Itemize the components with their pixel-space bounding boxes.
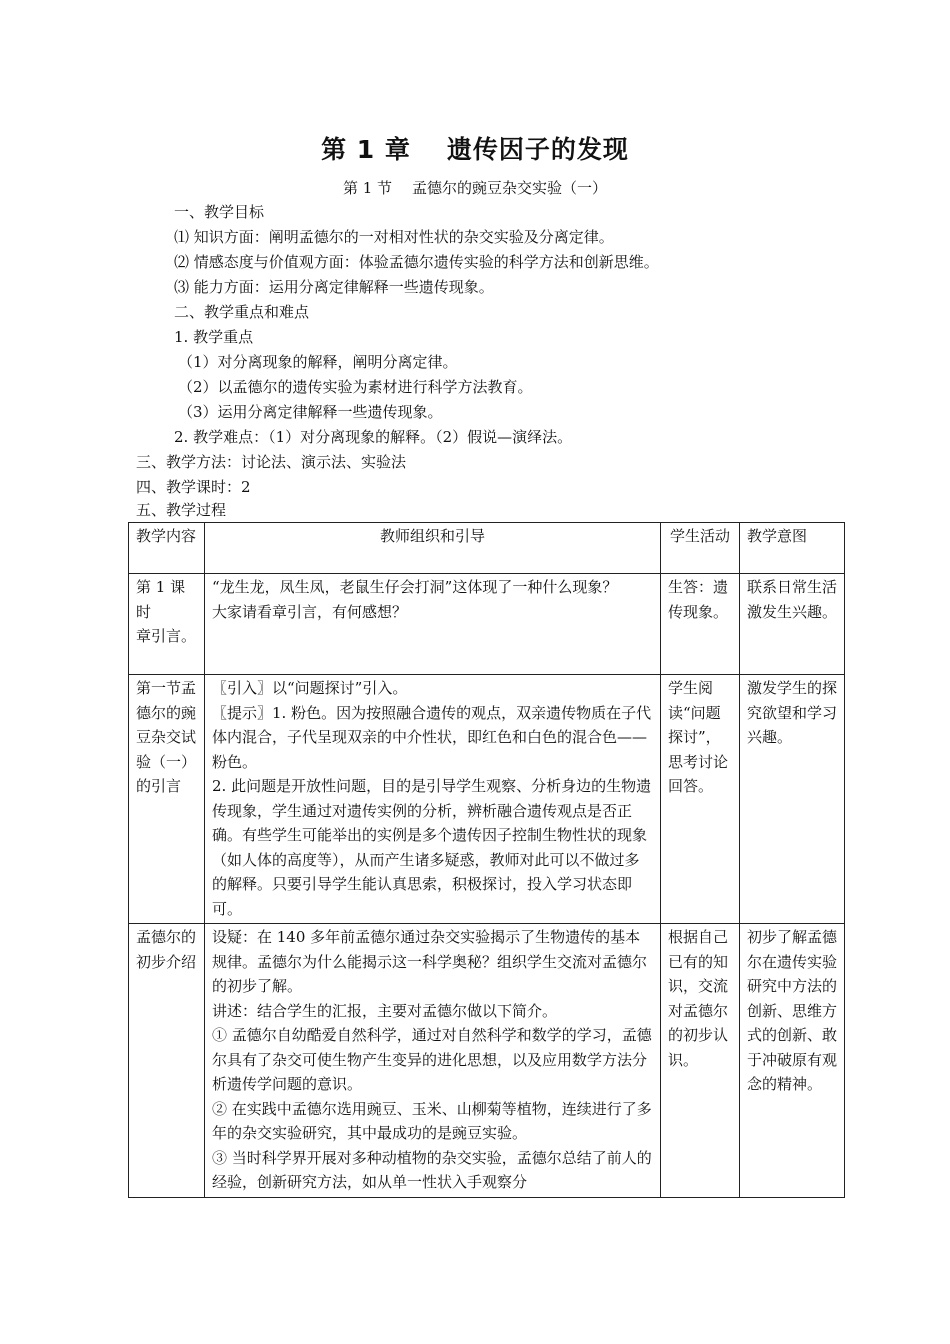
- table-row: [129, 675, 845, 924]
- row-intent-cell: 初步了解孟德尔在遗传实验研究中方法的创新、思维方式的创新、敢于冲破原有观念的精神。: [740, 924, 845, 1198]
- cell-line: 孟德尔的初步介绍: [136, 928, 197, 971]
- chapter-title: [0, 134, 950, 166]
- heading-teaching-goals: 一、教学目标: [174, 203, 265, 221]
- section-name: 孟德尔的豌豆杂交实验（一）: [412, 179, 608, 197]
- goal-attitude: ⑵ 情感态度与价值观方面：体验孟德尔遗传实验的科学方法和创新思维。: [174, 253, 659, 271]
- chapter-name: 遗传因子的发现: [446, 135, 629, 164]
- key-point-1: （1）对分离现象的解释，阐明分离定律。: [178, 353, 458, 371]
- cell-paragraph: 2. 此问题是开放性问题，目的是引导学生观察、分析身边的生物遗传现象，学生通过对遗传实例的分析，辨析融合遗传观点是否正确。有些学生可能举出的实例是多个遗传因子控制生物性状的现象（如人体的高度等），从而产生诸多疑惑，教师对此可以不做过多的解释。只要引导学生能认真思索，积极探讨，投入学习状态即可。: [212, 777, 652, 918]
- row-student-cell: 生答：遗传现象。: [661, 574, 740, 675]
- heading-key-points: 二、教学重点和难点: [174, 303, 310, 321]
- cell-paragraph: 〖提示〗1. 粉色。因为按照融合遗传的观点，双亲遗传物质在子代体内混合，子代呈现双亲的中介性状，即红色和白色的混合色——粉色。: [212, 703, 652, 771]
- row-student-cell: 学生阅读“问题探讨”，思考讨论回答。: [661, 675, 740, 924]
- chapter-number: 第 1 章: [321, 135, 411, 164]
- cell-paragraph: ① 孟德尔自幼酷爱自然科学，通过对自然科学和数学的学习，孟德尔具有了杂交可使生物产生变异的进化思想，以及应用数学方法分析遗传学问题的意识。: [212, 1026, 652, 1093]
- cell-paragraph: ② 在实践中孟德尔选用豌豆、玉米、山柳菊等植物，连续进行了多年的杂交实验研究，其中最成功的是豌豆实验。: [212, 1099, 652, 1142]
- table-row: [129, 924, 845, 1198]
- row-teacher-cell: [205, 675, 661, 924]
- goal-knowledge: ⑴ 知识方面：阐明孟德尔的一对相对性状的杂交实验及分离定律。: [174, 228, 614, 246]
- row-intent-cell: 激发学生的探究欲望和学习兴趣。: [740, 675, 845, 924]
- cell-line: 章引言。: [136, 627, 197, 645]
- row-intent-cell: 联系日常生活激发生兴趣。: [740, 574, 845, 675]
- key-point-3: （3）运用分离定律解释一些遗传现象。: [178, 403, 443, 421]
- heading-teaching-process: 五、教学过程: [136, 501, 227, 519]
- table-header-row: [129, 523, 845, 574]
- cell-paragraph: 讲述：结合学生的汇报，主要对孟德尔做以下简介。: [212, 1001, 558, 1020]
- cell-paragraph: 设疑：在 140 多年前孟德尔通过杂交实验揭示了生物遗传的基本规律。孟德尔为什么能揭示这一科学奥秘？组织学生交流对孟德尔的初步了解。: [212, 928, 648, 995]
- table-row: [129, 574, 845, 675]
- teaching-process-table: [128, 522, 845, 1198]
- row-teacher-cell: [205, 574, 661, 675]
- teaching-methods: 三、教学方法：讨论法、演示法、实验法: [136, 453, 407, 471]
- key-point-2: （2）以孟德尔的遗传实验为素材进行科学方法教育。: [178, 378, 533, 396]
- section-title: [0, 178, 950, 198]
- header-intent: 教学意图: [740, 523, 845, 574]
- cell-paragraph: 〖引入〗以“问题探讨”引入。: [212, 679, 408, 697]
- header-student: 学生活动: [661, 523, 740, 574]
- difficulties: 2. 教学难点：（1）对分离现象的解释。（2）假说—演绎法。: [174, 428, 573, 446]
- teaching-hours: 四、教学课时：2: [136, 478, 251, 496]
- header-teacher: 教师组织和引导: [205, 523, 661, 574]
- goal-ability: ⑶ 能力方面：运用分离定律解释一些遗传现象。: [174, 278, 494, 296]
- header-content: 教学内容: [129, 523, 205, 574]
- cell-paragraph: “龙生龙，凤生凤，老鼠生仔会打洞”这体现了一种什么现象？: [212, 578, 618, 596]
- row-content-cell: [129, 924, 205, 1198]
- row-teacher-cell: [205, 924, 661, 1198]
- key-points-label: 1. 教学重点: [174, 328, 254, 346]
- row-content-cell: [129, 675, 205, 924]
- row-content-cell: [129, 574, 205, 675]
- cell-paragraph: 大家请看章引言，有何感想？: [212, 602, 408, 621]
- section-number: 第 1 节: [342, 179, 393, 197]
- cell-paragraph: ③ 当时科学界开展对多种动植物的杂交实验，孟德尔总结了前人的经验，创新研究方法，如从单一性状入手观察分: [212, 1148, 652, 1191]
- cell-line: 第 1 课时: [136, 578, 186, 621]
- row-student-cell: 根据自己已有的知识，交流对孟德尔的初步认识。: [661, 924, 740, 1198]
- cell-line: 第一节孟德尔的豌豆杂交试验（一）的引言: [136, 679, 197, 795]
